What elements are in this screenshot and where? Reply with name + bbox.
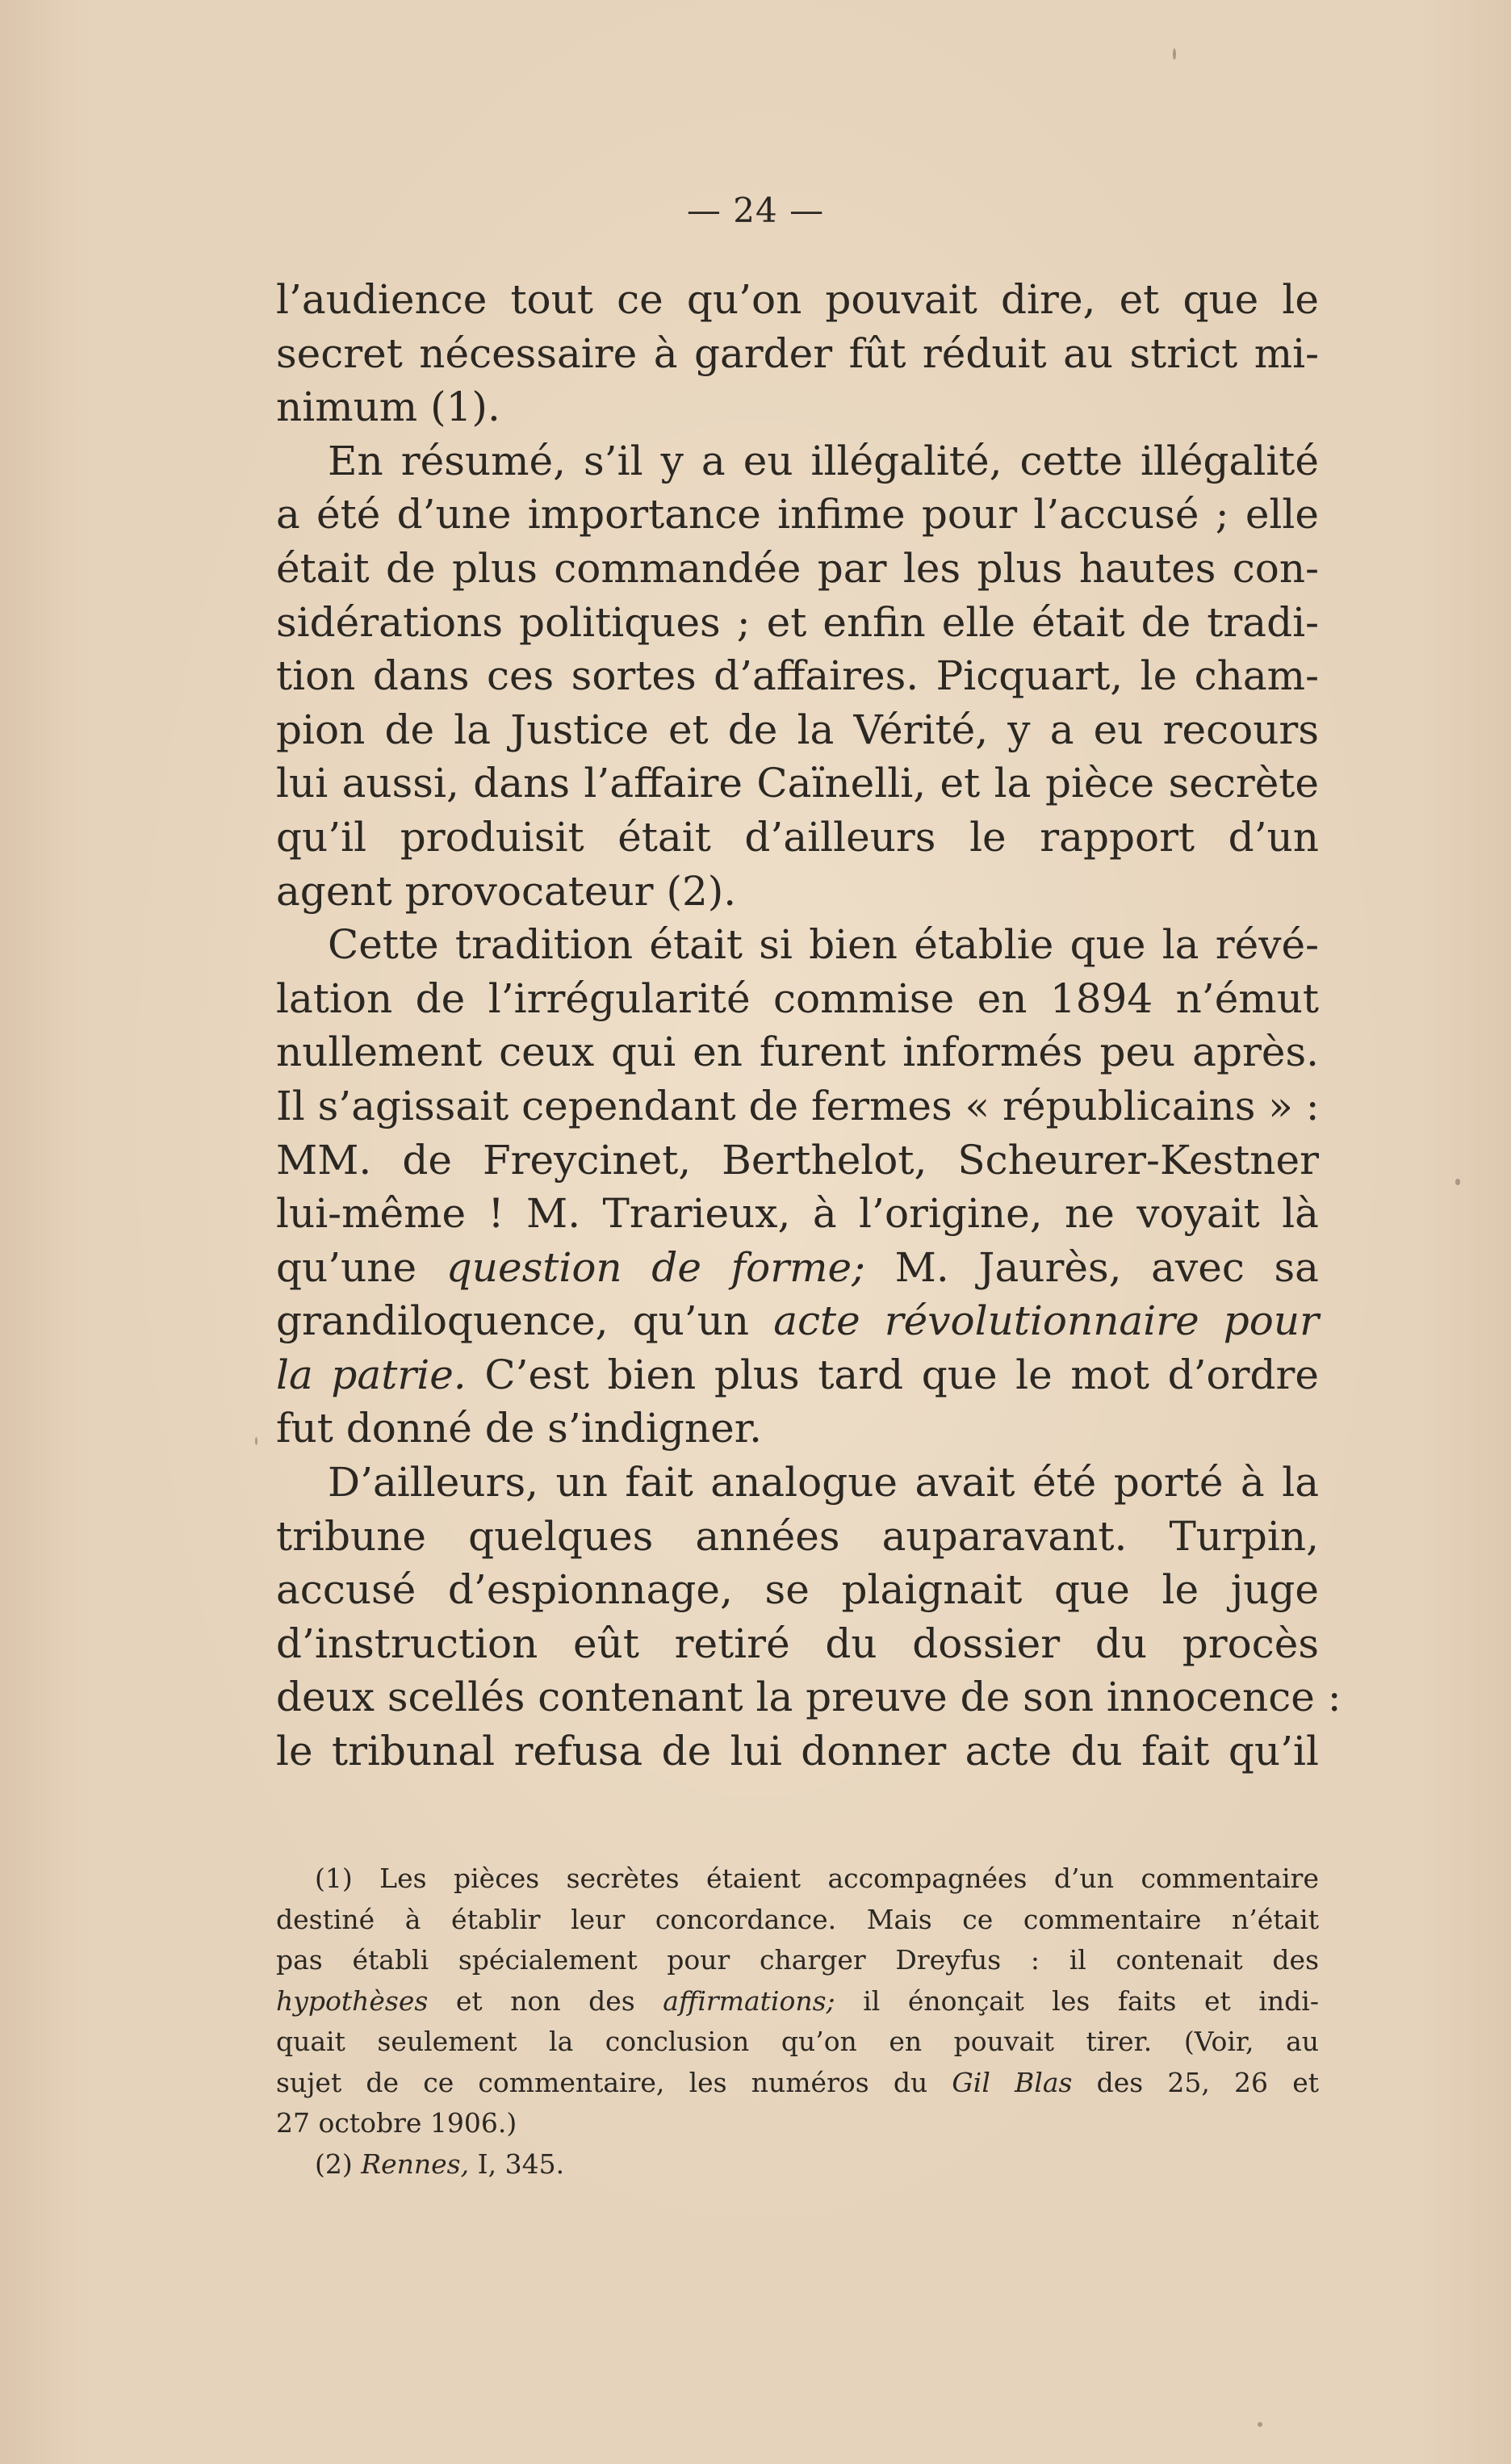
text-line: l’audience tout ce qu’on pouvait dire, et que le (276, 276, 1319, 323)
text-line: d’instruction eût retiré du dossier du procès (276, 1620, 1319, 1667)
paper-speck (1455, 1179, 1460, 1185)
text-line: qu’il produisit était d’ailleurs le rapport d’un (276, 813, 1319, 861)
text-line-with-italic (276, 1241, 1319, 1295)
italic-run: hypothèses (276, 1984, 429, 2017)
footnote-line: (1) Les pièces secrètes étaient accompagnées d’un commentaire (315, 1863, 1319, 1894)
text-line-with-italic (276, 1294, 1319, 1348)
text-line: nimum (1). (276, 383, 500, 431)
text-run: et non des (428, 1984, 663, 2017)
footnote-line-with-italic (276, 1981, 1319, 2022)
paper-speck (1173, 48, 1176, 60)
text-line: D’ailleurs, un fait analogue avait été porté à la (328, 1459, 1319, 1506)
text-run: sujet de ce commentaire, les numéros du (276, 2066, 952, 2098)
text-line: secret nécessaire à garder fût réduit au strict mi- (276, 329, 1319, 377)
text-run: grandiloquence, qu’un (276, 1297, 774, 1345)
text-line: pion de la Justice et de la Vérité, y a eu recours (276, 706, 1319, 753)
text-line: lui aussi, dans l’affaire Caïnelli, et la pièce secrète (276, 760, 1319, 807)
text-line: agent provocateur (2). (276, 867, 737, 915)
text-line: Cette tradition était si bien établie que la révé- (328, 921, 1319, 969)
text-run: qu’une (276, 1243, 446, 1291)
body-text (276, 273, 1341, 1779)
text-line: nullement ceux qui en furent informés peu après. (276, 1029, 1319, 1076)
paper-speck (1258, 2422, 1262, 2427)
text-line: Il s’agissait cependant de fermes « républicains » : (276, 1082, 1320, 1129)
text-line: deux scellés contenant la preuve de son innocence : (276, 1674, 1341, 1721)
text-line: lation de l’irrégularité commise en 1894 n’émut (276, 974, 1319, 1022)
paper-speck (255, 1437, 257, 1445)
text-line: tion dans ces sortes d’affaires. Picquart, le cham- (276, 652, 1319, 700)
text-run: M. Jaurès, avec sa (864, 1243, 1319, 1291)
italic-run: Gil Blas (952, 2066, 1073, 2098)
italic-run: la patrie. (276, 1351, 467, 1398)
text-run: des 25, 26 et (1072, 2066, 1320, 2098)
footnote-line-with-italic (276, 2063, 1319, 2104)
page-number: — 24 — (686, 191, 825, 230)
text-line: le tribunal refusa de lui donner acte du fait qu’il (276, 1728, 1319, 1775)
text-run: (2) (315, 2148, 362, 2180)
italic-run: acte révolutionnaire pour (773, 1297, 1319, 1345)
italic-run: Rennes, (361, 2148, 470, 2180)
text-line: accusé d’espionnage, se plaignait que le juge (276, 1566, 1319, 1614)
text-line: En résumé, s’il y a eu illégalité, cette illégalité (328, 437, 1319, 484)
italic-run: question de forme; (446, 1243, 865, 1291)
text-line: tribune quelques années auparavant. Turpin, (276, 1512, 1319, 1560)
footnote-line: 27 octobre 1906.) (276, 2107, 517, 2139)
text-line: sidérations politiques ; et enfin elle était de tradi- (276, 598, 1319, 646)
text-line-with-italic (276, 1348, 1319, 1402)
footnote-line-with-italic (276, 2144, 1319, 2185)
italic-run: affirmations; (663, 1984, 835, 2017)
text-line: lui-même ! M. Trarieux, à l’origine, ne voyait là (276, 1190, 1319, 1238)
footnote-line: destiné à établir leur concordance. Mais ce commentaire n’était (276, 1903, 1319, 1935)
footnote-line: pas établi spécialement pour charger Dreyfus : il contenait des (276, 1944, 1319, 1976)
text-line: fut donné de s’indigner. (276, 1405, 763, 1452)
text-line: a été d’une importance infime pour l’accusé ; elle (276, 491, 1319, 538)
footnotes (276, 1858, 1319, 2185)
footnote-line: quait seulement la conclusion qu’on en pouvait tirer. (Voir, au (276, 2026, 1319, 2057)
text-run: il énonçait les faits et indi- (835, 1984, 1319, 2017)
text-line: MM. de Freycinet, Berthelot, Scheurer-Kestner (276, 1136, 1319, 1184)
text-line: était de plus commandée par les plus hautes con- (276, 544, 1319, 592)
text-run: C’est bien plus tard que le mot d’ordre (466, 1351, 1320, 1398)
text-run: I, 345. (469, 2148, 565, 2180)
